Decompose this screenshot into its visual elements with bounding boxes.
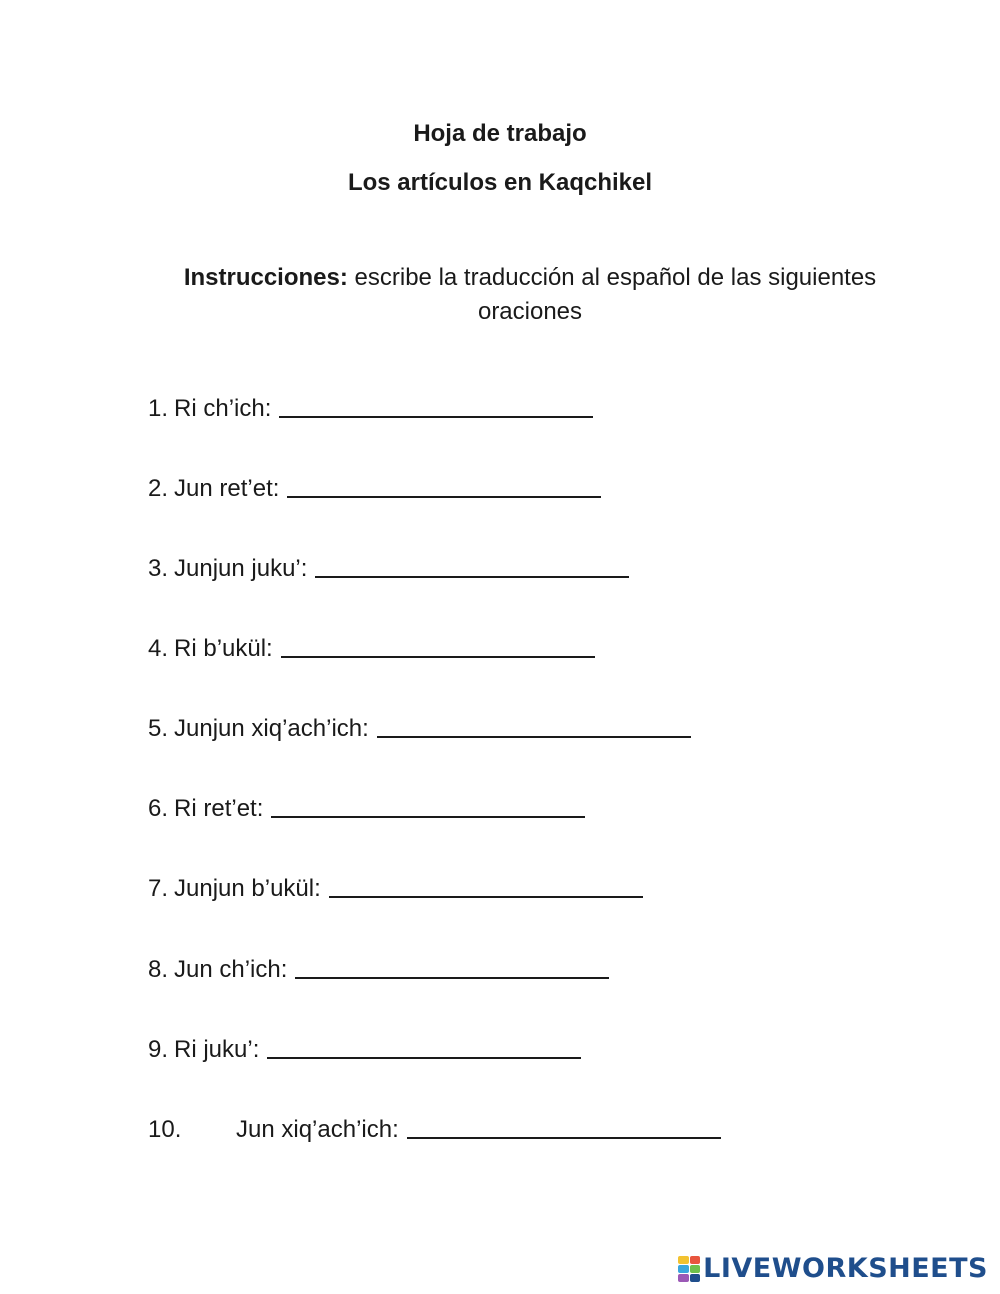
worksheet-subtitle: Los artículos en Kaqchikel	[347, 169, 653, 196]
item-sentence: Jun xiq’ach’ich:	[236, 1116, 399, 1143]
item-sentence: Ri ret’et:	[174, 795, 264, 822]
instructions-label: Instrucciones:	[183, 264, 348, 291]
item-number: 2.	[148, 475, 169, 502]
answer-blank-6[interactable]	[271, 816, 585, 818]
answer-blank-3[interactable]	[315, 576, 629, 578]
item-number: 9.	[148, 1036, 169, 1063]
item-number: 4.	[148, 635, 169, 662]
liveworksheets-logo	[678, 1253, 988, 1284]
exercise-item-5	[148, 715, 691, 743]
liveworksheets-logo-icon	[678, 1256, 700, 1282]
exercise-item-8	[148, 956, 609, 984]
item-number: 3.	[148, 555, 169, 582]
item-number: 5.	[148, 715, 169, 742]
exercise-item-2	[148, 475, 601, 503]
exercise-item-1	[148, 395, 593, 423]
item-sentence: Ri b’ukül:	[174, 635, 273, 662]
answer-blank-2[interactable]	[287, 496, 601, 498]
exercise-item-3	[148, 555, 629, 583]
instructions-text: escribe la traducción al español de las siguientes oraciones	[347, 264, 877, 325]
item-number: 6.	[148, 795, 169, 822]
exercise-item-6	[148, 795, 585, 823]
item-sentence: Junjun b’ukül:	[174, 875, 321, 902]
logo-text: LIVEWORKSHEETS	[703, 1253, 988, 1284]
item-number: 8.	[148, 956, 169, 983]
exercise-item-7	[148, 875, 643, 903]
exercise-item-4	[148, 635, 595, 663]
answer-blank-10[interactable]	[407, 1137, 721, 1139]
exercise-item-10	[148, 1116, 721, 1144]
answer-blank-8[interactable]	[295, 977, 609, 979]
item-sentence: Junjun juku’:	[174, 555, 308, 582]
exercise-item-9	[148, 1036, 581, 1064]
worksheet-title: Hoja de trabajo	[413, 120, 587, 147]
item-number: 10.	[148, 1116, 182, 1143]
answer-blank-4[interactable]	[281, 656, 595, 658]
answer-blank-1[interactable]	[279, 416, 593, 418]
instructions	[150, 261, 910, 329]
item-sentence: Junjun xiq’ach’ich:	[174, 715, 369, 742]
answer-blank-9[interactable]	[267, 1057, 581, 1059]
answer-blank-5[interactable]	[377, 736, 691, 738]
item-sentence: Jun ch’ich:	[174, 956, 288, 983]
item-number: 7.	[148, 875, 169, 902]
answer-blank-7[interactable]	[329, 896, 643, 898]
item-sentence: Ri juku’:	[174, 1036, 260, 1063]
item-sentence: Jun ret’et:	[174, 475, 280, 502]
item-sentence: Ri ch’ich:	[174, 395, 272, 422]
item-number: 1.	[148, 395, 169, 422]
